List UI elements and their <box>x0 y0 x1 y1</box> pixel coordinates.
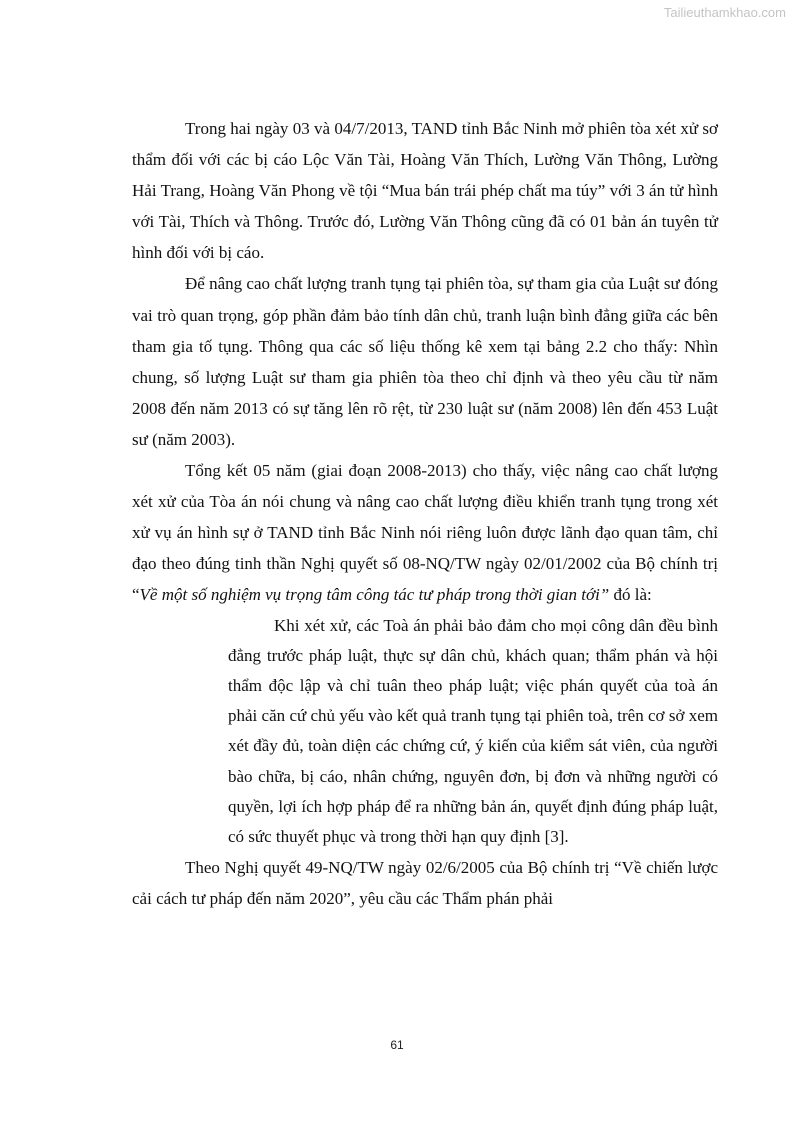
paragraph-2: Để nâng cao chất lượng tranh tụng tại phiên tòa, sự tham gia của Luật sư đóng vai trò quan trọng, góp phần đảm bảo tính dân chủ, tranh luận bình đẳng giữa các bên tham gia tố tụng. Thông qua các số liệu thống kê xem tại bảng 2.2 cho thấy: Nhìn chung, số lượng Luật sư tham gia phiên tòa theo chỉ định và theo yêu cầu từ năm 2008 đến năm 2013 có sự tăng lên rõ rệt, từ 230 luật sư (năm 2008) lên đến 453 Luật sư (năm 2003). <box>132 274 718 449</box>
resolution-title-italic: Về một số nghiệm vụ trọng tâm công tác tư pháp trong thời gian tới” <box>139 585 610 605</box>
paragraph-3-ending: đó là: <box>609 585 652 605</box>
document-body <box>132 113 718 914</box>
watermark: Tailieuthamkhao.com <box>663 5 786 20</box>
paragraph-4: Theo Nghị quyết 49-NQ/TW ngày 02/6/2005 của Bộ chính trị “Về chiến lược cải cách tư pháp đến năm 2020”, yêu cầu các Thẩm phán phải <box>132 858 718 909</box>
paragraph-3 <box>132 455 718 610</box>
block-quote: Khi xét xử, các Toà án phải bảo đảm cho mọi công dân đều bình đẳng trước pháp luật, thực sự dân chủ, khách quan; thẩm phán và hội thẩm độc lập và chỉ tuân theo pháp luật; việc phán quyết của toà án phải căn cứ chủ yếu vào kết quả tranh tụng tại phiên toà, trên cơ sở xem xét đầy đủ, toàn diện các chứng cứ, ý kiến của kiểm sát viên, của người bào chữa, bị cáo, nhân chứng, nguyên đơn, bị đơn và những người có quyền, lợi ích hợp pháp để ra những bản án, quyết định đúng pháp luật, có sức thuyết phục và trong thời hạn quy định [3]. <box>228 615 718 846</box>
page-number: 61 <box>390 1038 404 1052</box>
paragraph-3-text: Tổng kết 05 năm (giai đoạn 2008-2013) cho thấy, việc nâng cao chất lượng xét xử của Tòa án nói chung và nâng cao chất lượng điều khiển tranh tụng trong xét xử vụ án hình sự ở TAND tỉnh Bắc Ninh nói riêng luôn được lãnh đạo quan tâm, chỉ đạo theo đúng tinh thần Nghị quyết số 08-NQ/TW ngày 02/01/2002 của Bộ chính trị “ <box>132 461 718 605</box>
paragraph-1: Trong hai ngày 03 và 04/7/2013, TAND tỉnh Bắc Ninh mở phiên tòa xét xử sơ thẩm đối với các bị cáo Lộc Văn Tài, Hoàng Văn Thích, Lường Văn Thông, Lường Hải Trang, Hoàng Văn Phong về tội “Mua bán trái phép chất ma túy” với 3 án tử hình với Tài, Thích và Thông. Trước đó, Lường Văn Thông cũng đã có 01 bản án tuyên tử hình đối với bị cáo. <box>132 119 718 263</box>
